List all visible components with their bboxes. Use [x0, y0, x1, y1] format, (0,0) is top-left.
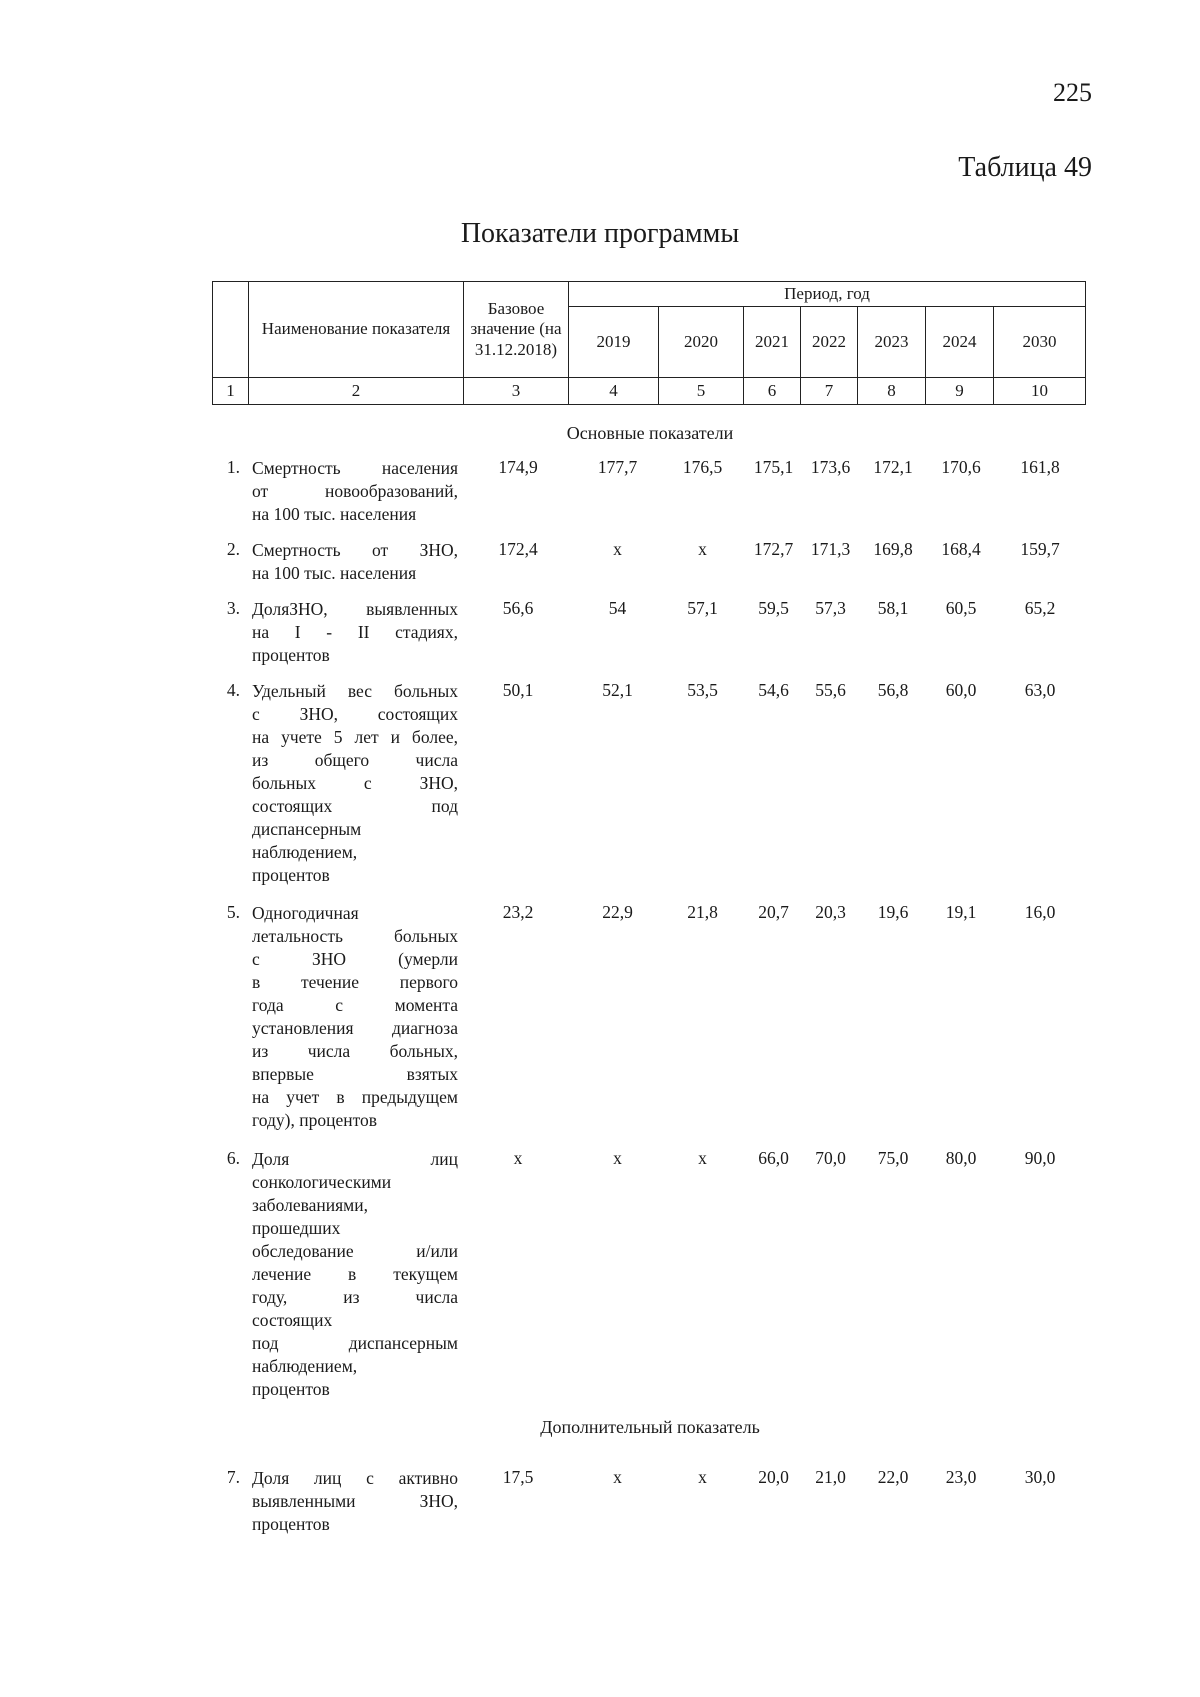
- value-cell: 169,8: [873, 539, 913, 559]
- indicator-name: [252, 457, 458, 526]
- value-cell: 55,6: [815, 680, 846, 700]
- indicator-name-line: процентов: [252, 1379, 330, 1399]
- column-number: 3: [464, 378, 569, 405]
- indicator-name-line: из числа больных,: [252, 1041, 458, 1061]
- value-cell: 20,0: [758, 1467, 789, 1487]
- indicator-name-line: Доля лиц с активно: [252, 1468, 458, 1488]
- value-cell: 23,0: [945, 1467, 977, 1487]
- value-cell: 17,5: [502, 1467, 534, 1487]
- column-number: 4: [569, 378, 659, 405]
- header-year: 2019: [569, 307, 659, 378]
- value-cell: 20,3: [815, 902, 846, 922]
- value-cell: 161,8: [1020, 457, 1060, 477]
- table-label: Таблица 49: [958, 152, 1092, 183]
- header-name: Наименование показателя: [249, 282, 464, 378]
- indicator-name-line: года с момента: [252, 995, 458, 1015]
- column-number: 5: [659, 378, 744, 405]
- value-cell: 56,8: [877, 680, 909, 700]
- column-number: 8: [858, 378, 926, 405]
- row-number: 2.: [226, 539, 240, 559]
- indicator-name-line: установления диагноза: [252, 1018, 458, 1038]
- indicator-name-line: летальность больных: [252, 926, 458, 946]
- value-cell: 176,5: [682, 457, 723, 477]
- value-cell: 175,1: [753, 457, 794, 477]
- value-cell: 80,0: [945, 1148, 977, 1168]
- header-cell-number: [213, 282, 249, 378]
- indicator-name: [252, 1467, 458, 1536]
- indicator-name: [252, 1148, 458, 1401]
- value-cell: 66,0: [758, 1148, 789, 1168]
- indicator-name-line: из общего числа: [252, 750, 458, 770]
- value-cell: 177,7: [597, 457, 638, 477]
- indicator-name-line: наблюдением,: [252, 842, 358, 862]
- indicator-name-line: Одногодичная: [252, 903, 359, 923]
- column-number: 7: [801, 378, 858, 405]
- header-year: 2020: [659, 307, 744, 378]
- value-cell: 21,0: [815, 1467, 846, 1487]
- value-cell: 20,7: [758, 902, 789, 922]
- header-year: 2022: [801, 307, 858, 378]
- value-cell: 171,3: [810, 539, 851, 559]
- value-cell: 22,0: [877, 1467, 909, 1487]
- row-number: 6.: [226, 1148, 240, 1168]
- column-number: 10: [994, 378, 1086, 405]
- section-heading-additional: Дополнительный показатель: [540, 1417, 760, 1437]
- value-cell: 30,0: [1024, 1467, 1056, 1487]
- value-cell: 172,7: [753, 539, 794, 559]
- value-cell: 16,0: [1024, 902, 1056, 922]
- indicator-name: [252, 680, 458, 887]
- indicator-name-line: на 100 тыс. населения: [252, 504, 417, 524]
- value-cell: х: [698, 1148, 707, 1168]
- value-cell: 172,1: [873, 457, 913, 477]
- indicator-name-line: диспансерным: [252, 819, 362, 839]
- column-number: 6: [744, 378, 801, 405]
- value-cell: 59,5: [758, 598, 789, 618]
- value-cell: х: [513, 1148, 523, 1168]
- indicator-name-line: с ЗНО, состоящих: [252, 704, 458, 724]
- indicator-name-line: заболеваниями,: [252, 1195, 368, 1215]
- value-cell: 168,4: [941, 539, 981, 559]
- indicator-name-line: сонкологическими: [252, 1172, 392, 1192]
- value-cell: х: [698, 539, 707, 559]
- row-number: 3.: [226, 598, 240, 618]
- column-number: 2: [249, 378, 464, 405]
- indicator-name: [252, 539, 458, 585]
- indicator-name: [252, 902, 458, 1132]
- indicator-name-line: на учете 5 лет и более,: [252, 727, 458, 747]
- column-number: 9: [926, 378, 994, 405]
- value-cell: 159,7: [1020, 539, 1060, 559]
- table-header: [212, 281, 1086, 405]
- indicator-name-line: на 100 тыс. населения: [252, 563, 417, 583]
- indicator-name-line: в течение первого: [252, 972, 458, 992]
- value-cell: 23,2: [502, 902, 534, 922]
- indicator-name-line: ДоляЗНО, выявленных: [252, 599, 458, 619]
- indicator-name-line: под диспансерным: [252, 1333, 458, 1353]
- indicator-name-line: году), процентов: [252, 1110, 378, 1130]
- value-cell: 173,6: [810, 457, 851, 477]
- value-cell: 65,2: [1024, 598, 1056, 618]
- indicator-name-line: впервые взятых: [252, 1064, 458, 1084]
- indicator-name-line: Смертность населения: [252, 458, 458, 478]
- column-number-row: [213, 378, 1086, 405]
- value-cell: 58,1: [877, 598, 909, 618]
- value-cell: х: [613, 1467, 622, 1487]
- value-cell: х: [698, 1467, 707, 1487]
- indicator-name-line: Смертность от ЗНО,: [252, 540, 458, 560]
- value-cell: 21,8: [687, 902, 718, 922]
- indicator-name-line: наблюдением,: [252, 1356, 358, 1376]
- indicator-name-line: на I - II стадиях,: [252, 622, 458, 642]
- value-cell: 70,0: [815, 1148, 846, 1168]
- page-number: 225: [1053, 78, 1092, 107]
- indicator-name-line: больных с ЗНО,: [252, 773, 458, 793]
- section-heading-main: Основные показатели: [566, 423, 734, 443]
- indicator-name-line: процентов: [252, 1514, 330, 1534]
- row-number: 4.: [226, 680, 240, 700]
- row-number: 5.: [226, 902, 240, 922]
- indicator-name-line: году, из числа: [252, 1287, 458, 1307]
- value-cell: 54,6: [758, 680, 789, 700]
- value-cell: 60,0: [945, 680, 977, 700]
- indicator-name-line: Удельный вес больных: [252, 681, 458, 701]
- indicator-name-line: выявленными ЗНО,: [252, 1491, 458, 1511]
- indicator-name-line: процентов: [252, 645, 330, 665]
- indicator-name-line: процентов: [252, 865, 330, 885]
- indicator-name: [252, 598, 458, 667]
- value-cell: 172,4: [498, 539, 538, 559]
- value-cell: 174,9: [498, 457, 538, 477]
- value-cell: 56,6: [502, 598, 534, 618]
- value-cell: 90,0: [1024, 1148, 1056, 1168]
- value-cell: 19,1: [945, 902, 977, 922]
- value-cell: 57,3: [815, 598, 846, 618]
- indicator-name-line: от новообразований,: [252, 481, 458, 501]
- indicator-name-line: лечение в текущем: [252, 1264, 458, 1284]
- value-cell: х: [613, 1148, 622, 1168]
- indicator-name-line: состоящих: [252, 1310, 333, 1330]
- value-cell: 60,5: [945, 598, 977, 618]
- value-cell: 53,5: [687, 680, 718, 700]
- indicator-name-line: на учет в предыдущем: [252, 1087, 458, 1107]
- value-cell: 22,9: [602, 902, 633, 922]
- value-cell: 52,1: [602, 680, 633, 700]
- header-year: 2024: [926, 307, 994, 378]
- value-cell: 19,6: [877, 902, 909, 922]
- value-cell: 54: [608, 598, 627, 618]
- header-base-value: Базовое значение (на 31.12.2018): [464, 282, 569, 378]
- header-year: 2030: [994, 307, 1086, 378]
- value-cell: 75,0: [877, 1148, 909, 1168]
- column-number: 1: [213, 378, 249, 405]
- value-cell: 170,6: [941, 457, 981, 477]
- header-period: Период, год: [569, 282, 1086, 307]
- indicator-name-line: с ЗНО (умерли: [252, 949, 458, 969]
- row-number: 7.: [226, 1467, 240, 1487]
- indicator-name-line: прошедших: [252, 1218, 341, 1238]
- value-cell: 50,1: [502, 680, 534, 700]
- header-year: 2021: [744, 307, 801, 378]
- value-cell: 63,0: [1024, 680, 1056, 700]
- value-cell: х: [613, 539, 622, 559]
- indicator-name-line: обследование и/или: [252, 1241, 458, 1261]
- indicator-name-line: состоящих под: [252, 796, 458, 816]
- row-number: 1.: [226, 457, 240, 477]
- page-title: Показатели программы: [460, 218, 740, 249]
- indicator-name-line: Доля лиц: [252, 1149, 458, 1169]
- value-cell: 57,1: [687, 598, 718, 618]
- header-year: 2023: [858, 307, 926, 378]
